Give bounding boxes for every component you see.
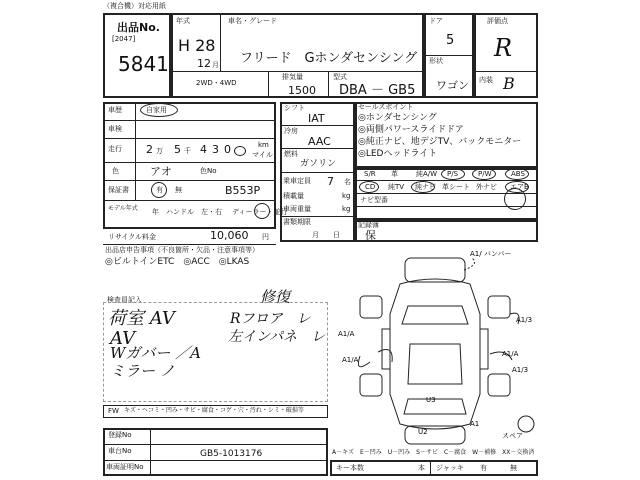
shape-label: 形状 (429, 57, 443, 65)
shift-value: IAT (308, 112, 325, 125)
eq-r1-0: S/R (364, 170, 376, 178)
inspector-title: 検査員記入 (107, 296, 142, 304)
recycle-label: リサイクル料金 (108, 233, 157, 241)
sales-item-1: ◎ホンダセンシング (358, 113, 437, 123)
legend-items: キズ・ヘコミ・凹み・サビ・腐食・コゲ・穴・汚れ・シミ・破損等 (124, 407, 304, 414)
eq-r2-0-circle (359, 181, 379, 193)
model-value: DBA － GB5 (339, 83, 416, 98)
mileage-digit-3: 4 (200, 143, 207, 156)
options-value: ◎ビルトインETC ◎ACC ◎LKAS (105, 257, 250, 267)
dealer-label: ディーラー・並行 (232, 208, 288, 216)
diagram-mark-9: A1 (470, 420, 480, 428)
books-box (355, 220, 538, 242)
lot-sub: [2047] (112, 35, 136, 43)
legend-codes: A－キズ E－凹み U－凹み S－サビ C－腐食 W－補修 XX－交換済 (332, 449, 535, 456)
name-label: 車名・グレード (228, 17, 277, 25)
capacity-value: 7 (327, 175, 334, 188)
load-label: 積載量 (283, 192, 304, 200)
books-label: 記録簿 (358, 221, 379, 229)
score-value: R (494, 34, 513, 62)
year-number: 28 (195, 36, 216, 55)
docs-label: 書類期限 (283, 218, 311, 226)
diagram-mark-4: A1/A (342, 356, 359, 364)
ac-value: AAC (308, 135, 331, 148)
doors-value: 5 (446, 33, 455, 48)
displacement-label: 排気量 (282, 73, 303, 81)
mileage-unit-km: km (258, 141, 269, 149)
ac-label: 冷房 (284, 127, 298, 135)
mileage-digit-2: 5 (174, 143, 181, 156)
lot-number: 5841 (118, 52, 169, 76)
diagram-mark-7: U3 (426, 396, 436, 404)
fuel-label: 燃料 (284, 150, 298, 158)
warranty-circle (151, 182, 167, 198)
docs-value: 月 日 (312, 231, 340, 239)
interior-label: 内装 (479, 76, 493, 84)
weight-unit: kg (342, 205, 351, 213)
eq-r1-1: 革 (391, 170, 398, 178)
recycle-value: 10,060 (210, 229, 249, 242)
diagram-mark-1: A1/ バンパー (470, 250, 512, 258)
name-value: フリード Gホンダセンシング (240, 51, 418, 66)
eq-r1-4: P/W (478, 170, 492, 178)
model-year-label: モデル年式 (108, 205, 138, 212)
legend-fw: FW (108, 407, 119, 415)
model-label: 型式 (333, 73, 347, 81)
weight-label: 車両重量 (283, 205, 311, 213)
inspection-circle (140, 103, 178, 117)
sales-title: セールスポイント (358, 103, 414, 111)
inspection-label: 車歴 (108, 106, 122, 114)
eq-r2-2: 純ナビ (415, 183, 436, 191)
reg-label: 登録No (108, 431, 132, 439)
month-value: 12 (197, 57, 211, 70)
color-value: アオ (150, 165, 172, 178)
eq-r1-4-circle (472, 168, 496, 180)
diagram-mark-10: スペア (502, 432, 523, 440)
color-code: B553P (225, 184, 261, 197)
mileage-label: 走行 (108, 145, 122, 153)
mileage-digit-5: 0 (224, 143, 231, 156)
diagram-mark-6: A1/3 (512, 366, 529, 374)
diagram-mark-3: A1/A (338, 330, 355, 338)
recycle-unit: 円 (262, 233, 269, 241)
eq-r1-2: 純A/W (416, 170, 438, 178)
interior-value: B (503, 74, 515, 93)
dealer-circle (254, 203, 270, 219)
diagram-mark-2: A1/3 (516, 316, 533, 324)
eq-r2-4: 外ナビ (476, 183, 497, 191)
mileage-unit-circle (234, 146, 246, 156)
jack-yes: 有 (480, 464, 487, 472)
note-right-2: 左インパネ レ (228, 329, 326, 345)
diagram-mark-8: U2 (418, 428, 428, 436)
inspection-value: 自家用 (146, 106, 167, 114)
eq-r2-1: 純TV (388, 183, 405, 191)
sales-item-4: ◎LEDヘッドライト (358, 149, 438, 159)
year-era: H (178, 36, 191, 55)
navi-label: ナビ型番 (360, 196, 388, 204)
doors-label: ドア (429, 17, 443, 25)
chassis-value: GB5-1013176 (200, 449, 263, 459)
jack-label: ジャッキ (436, 464, 464, 472)
drive-label: 2WD・4WD (196, 79, 237, 87)
shape-value: ワゴン (436, 79, 469, 92)
warranty-no: 無 (175, 186, 182, 194)
capacity-unit: 名 (344, 178, 351, 186)
eq-r2-0: CD (365, 183, 376, 191)
mileage-sen: 千 (184, 147, 191, 155)
options-label: 出品店申告事項（不良箇所・欠品・注意事項等） (105, 246, 259, 254)
note-left-3: Wガバー ／A (110, 344, 202, 362)
jack-no: 無 (510, 464, 517, 472)
eq-r1-5-circle (505, 168, 529, 180)
capacity-label: 乗車定員 (283, 177, 311, 185)
key-label: キー本数 (336, 464, 364, 472)
eq-r2-5: エアB (510, 183, 529, 191)
eq-r1-3-circle (441, 168, 465, 180)
eq-r1-3: P/S (447, 170, 459, 178)
eq-r2-3: 革シート (442, 183, 470, 191)
year-value (178, 38, 215, 54)
shift-label: シフト (284, 104, 305, 112)
chassis-label: 車台No (108, 447, 132, 455)
note-left-1: 荷室 AV (108, 308, 175, 329)
diagram-mark-5: A1/A (502, 350, 519, 358)
color-label: 色 (112, 167, 119, 175)
sales-item-2: ◎両側パワースライドドア (358, 125, 464, 135)
mileage-digit-1: 2 (146, 143, 153, 156)
history-label: 車検 (108, 125, 122, 133)
mileage-digit-4: 3 (212, 143, 219, 156)
warranty-yes: 有 (156, 186, 163, 194)
warranty-label: 保証書 (108, 186, 129, 194)
score-title: 評価点 (487, 17, 508, 25)
color-no-label: 色No (200, 167, 217, 175)
handle-label: 年 ハンドル 左・右 (152, 208, 222, 216)
repair-note: 修復 (260, 288, 291, 306)
load-unit: kg (342, 192, 351, 200)
sales-item-3: ◎純正ナビ、地デジTV、バックモニター (358, 137, 522, 147)
key-unit: 本 (418, 464, 425, 472)
cert-label: 車両証明No (106, 463, 144, 471)
eq-r2-2-circle (411, 181, 435, 193)
navi-hand-circle (504, 188, 526, 210)
car-diagram (330, 244, 540, 450)
mileage-man: 万 (156, 147, 163, 155)
lot-title: 出品No. (117, 21, 160, 34)
form-header-label: （複合機）対応用紙 (103, 2, 166, 10)
mileage-unit-mile: マイル (252, 151, 273, 159)
month-unit: 月 (212, 61, 219, 69)
displacement-value: 1500 (288, 84, 316, 97)
note-right-1: Rフロア レ (230, 311, 311, 327)
year-label: 年式 (176, 17, 190, 25)
note-left-2: AV (110, 328, 136, 349)
note-left-4: ミラー ノ (110, 362, 175, 380)
fuel-value: ガソリン (300, 159, 337, 169)
eq-r1-5: ABS (511, 170, 525, 178)
books-value: 保 (365, 229, 376, 242)
